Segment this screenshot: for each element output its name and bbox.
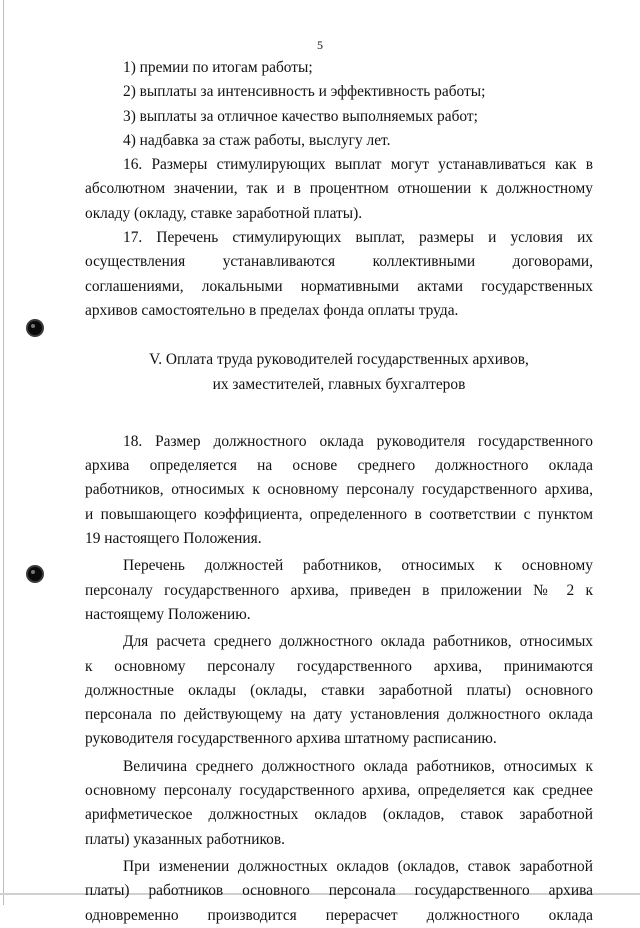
paragraph-line: и повышающего коэффициента, определенного в соответствии с пунктом	[85, 505, 593, 523]
paragraph-line: 19 настоящего Положения.	[85, 530, 262, 548]
binder-hole-icon	[28, 567, 42, 581]
paragraph-line: окладу (окладу, ставке заработной платы).	[85, 204, 363, 222]
paragraph-line: 16. Размеры стимулирующих выплат могут устанавливаться как в	[123, 156, 593, 174]
paragraph-average-value	[85, 755, 593, 852]
paragraph-17	[85, 226, 593, 323]
paragraph-line: арифметическое должностных окладов (окладов, ставок заработной	[85, 806, 593, 824]
paragraph-line: платы) работников основного персонала государственного архива	[85, 882, 593, 900]
paragraph-line: архивов самостоятельно в пределах фонда оплаты труда.	[85, 301, 459, 319]
paragraph-line: одновременно производится перерасчет должностного оклада	[85, 906, 593, 924]
paragraph-line: персоналу государственного архива, приведен в приложении № 2 к	[85, 581, 593, 599]
paragraph-average-calculation	[85, 630, 593, 751]
paragraph-line: абсолютном значении, так и в процентном отношении к должностному	[85, 180, 593, 198]
paragraph-line: Перечень должностей работников, относимых к основному	[123, 557, 593, 575]
paragraph-line: 18. Размер должностного оклада руководителя государственного	[123, 432, 593, 450]
page-left-edge	[3, 0, 4, 905]
document-body	[85, 56, 593, 928]
binder-hole-icon	[28, 321, 42, 335]
list-item: 1) премии по итогам работы;	[123, 59, 313, 76]
paragraph-line: осуществления устанавливаются коллективными договорами,	[85, 253, 593, 271]
paragraph-line: персонала по действующему на дату установления должностного оклада	[85, 706, 593, 724]
paragraph-line: 17. Перечень стимулирующих выплат, размеры и условия их	[123, 229, 593, 247]
paragraph-line: должностные оклады (оклады, ставки заработной платы) основного	[85, 681, 593, 699]
paragraph-18	[85, 430, 593, 551]
heading-line: V. Оплата труда руководителей государственных архивов,	[149, 351, 529, 369]
paragraph-line: архива определяется на основе среднего должностного оклада	[85, 457, 593, 475]
heading-line: их заместителей, главных бухгалтеров	[212, 375, 466, 393]
paragraph-16	[85, 153, 593, 226]
list-item: 3) выплаты за отличное качество выполняемых работ;	[123, 107, 478, 125]
paragraph-line: Для расчета среднего должностного оклада работников, относимых	[123, 633, 593, 651]
stimulus-payments-list	[85, 56, 593, 153]
paragraph-line: к основному персоналу государственного архива, принимаются	[85, 657, 593, 675]
paragraph-line: настоящему Положению.	[85, 605, 251, 623]
paragraph-line: Величина среднего должностного оклада работников, относимых к	[123, 757, 593, 775]
page-number: 5	[317, 38, 323, 52]
paragraph-line: основному персоналу государственного архива, определяется как среднее	[85, 782, 593, 800]
section-heading	[85, 348, 593, 397]
list-item: 4) надбавка за стаж работы, выслугу лет.	[123, 131, 391, 149]
list-item: 2) выплаты за интенсивность и эффективность работы;	[123, 83, 486, 101]
paragraph-positions-list	[85, 554, 593, 627]
paragraph-line: платы) указанных работников.	[85, 830, 285, 848]
paragraph-line: работников, относимых к основному персоналу государственного архива,	[85, 481, 593, 499]
paragraph-line: соглашениями, локальными нормативными актами государственных	[85, 277, 593, 295]
paragraph-line: При изменении должностных окладов (окладов, ставок заработной	[123, 857, 593, 875]
paragraph-line: руководителя государственного архива штатному расписанию.	[85, 730, 497, 748]
paragraph-recalculation	[85, 855, 593, 928]
